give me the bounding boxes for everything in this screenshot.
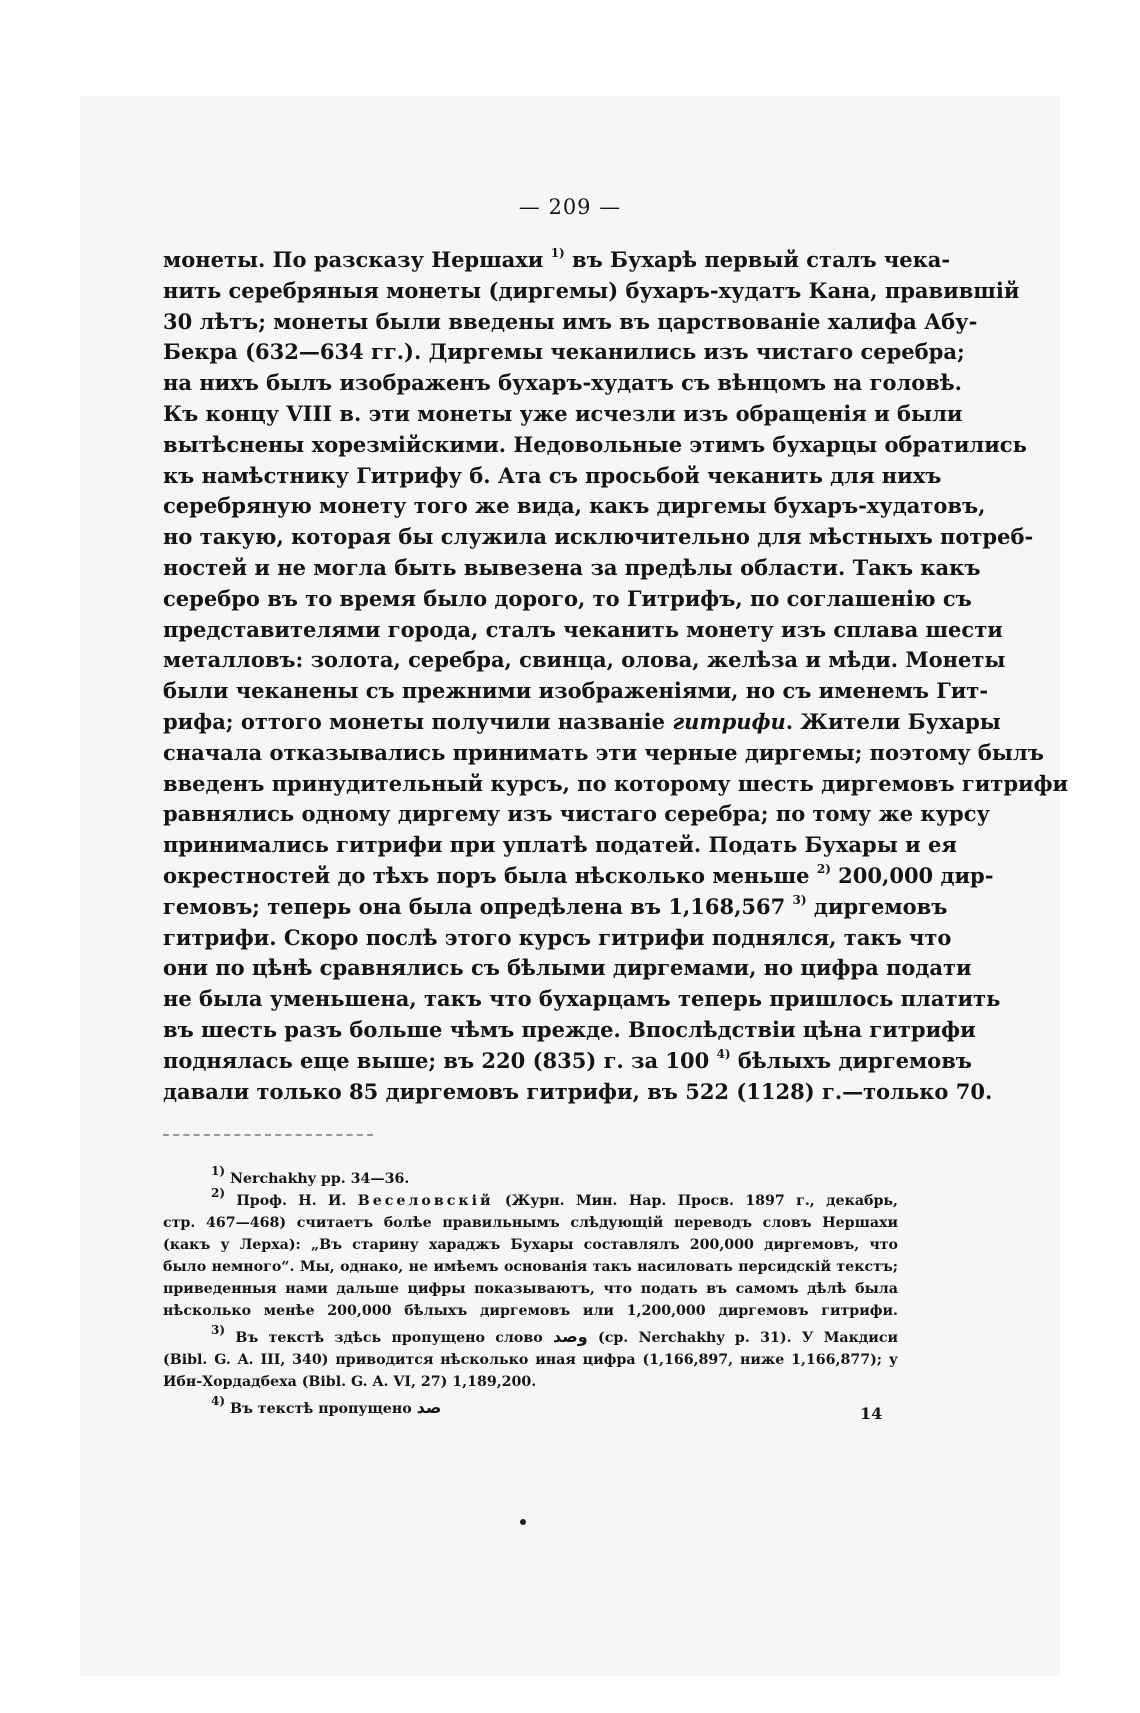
footnote-4-text: Въ текстѣ пропущено	[229, 1401, 417, 1417]
body-text-run: 200,000 дир-	[830, 862, 994, 888]
footnote-3-mark: 3)	[211, 1323, 226, 1338]
footnote-2-mark: 2)	[211, 1186, 226, 1201]
footnote-separator	[163, 1134, 373, 1136]
body-line	[163, 861, 994, 892]
footnote-2-line-4: было немного“. Мы, однако, не имѣемъ основанія такъ насиловать персидскій текстъ;	[163, 1259, 898, 1275]
footnote-ref: 1)	[550, 246, 565, 260]
body-text-run: металловъ: золота, серебра, свинца, олова, желѣза и мѣди. Монеты	[163, 647, 1006, 673]
body-text-run: были чеканены съ прежними изображеніями, но съ именемъ Гит-	[163, 678, 989, 704]
body-text-run: на нихъ былъ изображенъ бухаръ-худатъ съ вѣнцомъ на головѣ.	[163, 370, 962, 396]
body-line	[163, 892, 948, 923]
footnote-4-mark: 4)	[211, 1394, 226, 1409]
body-line	[163, 830, 957, 861]
body-line	[163, 676, 989, 707]
footnote-1-text: Nerchakhy pp. 34—36.	[229, 1171, 410, 1187]
footnote-4	[163, 1394, 898, 1420]
footnote-2-line-5: приведенныя нами дальше цифры показываютъ, что подать въ самомъ дѣлѣ была	[163, 1281, 898, 1297]
body-text-run: равнялись одному диргему изъ чистаго серебра; по тому же курсу	[163, 801, 990, 827]
body-text-run: монеты. По разсказу Нершахи	[163, 247, 551, 272]
footnote-3-text-b: (ср. Nerchakhy p. 31). У Макдиси	[587, 1330, 898, 1346]
body-line	[163, 553, 981, 584]
main-paragraph	[163, 245, 1069, 1107]
footnote-3-line-1	[163, 1323, 898, 1349]
footnote-1-mark: 1)	[211, 1164, 226, 1179]
body-line	[163, 491, 986, 522]
body-text-run: представителями города, сталъ чеканить монету изъ сплава шести	[163, 616, 1003, 642]
body-text-run: серебряную монету того же вида, какъ диргемы бухаръ-худатовъ,	[163, 493, 986, 519]
footnote-3-arabic: وصد	[553, 1327, 588, 1346]
body-line	[163, 1015, 976, 1046]
body-text-run: гитрифи. Скоро послѣ этого курсъ гитрифи поднялся, такъ что	[163, 924, 952, 950]
footnotes	[163, 1164, 898, 1420]
footnote-ref: 2)	[816, 861, 831, 876]
body-line	[163, 984, 1001, 1015]
footnote-2-line-1	[163, 1186, 898, 1212]
signature-mark: 14	[860, 1404, 883, 1423]
footnote-2-rest: (Журн. Мин. Нар. Просв. 1897 г., декабрь,	[493, 1193, 898, 1209]
footnote-2-lead: Проф. Н. И.	[236, 1193, 358, 1209]
body-line	[163, 707, 1001, 738]
body-text-run: гемовъ; теперь она была опредѣлена въ 1,168,567	[163, 893, 793, 919]
body-text-run: 30 лѣтъ; монеты были введены имъ въ царствованіе халифа Абу-	[163, 308, 978, 334]
body-text-run: давали только 85 диргемовъ гитрифи, въ 522 (1128) г.—только 70.	[163, 1078, 993, 1104]
body-text-run: диргемовъ	[806, 893, 948, 919]
body-line	[163, 769, 1069, 800]
page-number: — 209 —	[518, 195, 622, 219]
body-text-run: но такую, которая бы служила исключительно для мѣстныхъ потреб-	[163, 524, 1034, 550]
body-line	[163, 799, 990, 830]
body-text-run: вытѣснены хорезмійскими. Недовольные этимъ бухарцы обратились	[163, 431, 1027, 457]
body-text-run: не была уменьшена, такъ что бухарцамъ теперь пришлось платить	[163, 986, 1001, 1012]
body-text-run: нить серебряныя монеты (диргемы) бухаръ-худатъ Кана, правившій	[163, 277, 1020, 303]
body-line	[163, 461, 942, 492]
body-text-run: рифа; оттого монеты получили названіе	[163, 708, 673, 734]
body-text-run: сначала отказывались принимать эти черные диргемы; поэтому былъ	[163, 739, 1044, 765]
body-line	[163, 430, 1027, 461]
body-text-run: въ шесть разъ больше чѣмъ прежде. Впослѣдствіи цѣна гитрифи	[163, 1016, 976, 1042]
body-line	[163, 368, 962, 399]
footnote-2-line-6: нѣсколько менѣе 200,000 бѣлыхъ диргемовъ или 1,200,000 диргемовъ гитрифи.	[163, 1303, 898, 1319]
footnote-1	[163, 1164, 898, 1190]
body-text-run: Къ концу VIII в. эти монеты уже исчезли изъ обращенія и были	[163, 400, 963, 426]
body-text-run: въ Бухарѣ первый сталъ чека-	[564, 247, 951, 272]
body-text-run: окрестностей до тѣхъ поръ была нѣсколько меньше	[163, 862, 817, 888]
printer-dot	[520, 1519, 526, 1525]
footnote-2-line-2: стр. 467—468) считаетъ болѣе правильнымъ слѣдующій переводъ словъ Нершахи	[163, 1215, 898, 1231]
footnote-ref: 4)	[716, 1046, 731, 1061]
footnote-ref: 3)	[792, 892, 807, 907]
body-text-run: ностей и не могла быть вывезена за предѣлы области. Такъ какъ	[163, 554, 981, 580]
footnote-4-arabic: صد	[416, 1398, 442, 1417]
footnote-3-line-3: Ибн-Хордадбеха (Bibl. G. A. VI, 27) 1,189,200.	[163, 1374, 537, 1390]
body-line	[163, 738, 1044, 769]
body-line	[163, 337, 965, 368]
body-line	[163, 645, 1006, 676]
body-line	[163, 1077, 993, 1108]
body-line	[163, 953, 972, 984]
body-line	[163, 245, 951, 276]
body-line	[163, 276, 1020, 307]
footnote-3-text-a: Въ текстѣ здѣсь пропущено слово	[235, 1330, 554, 1346]
body-text-run: введенъ принудительный курсъ, по которому шесть диргемовъ гитрифи	[163, 770, 1069, 796]
body-text-run: принимались гитрифи при уплатѣ податей. Подать Бухары и ея	[163, 832, 957, 858]
body-line	[163, 1046, 972, 1077]
footnote-2-author: Веселовскій	[357, 1193, 494, 1209]
body-text-run: бѣлыхъ диргемовъ	[730, 1047, 972, 1073]
footnote-2-line-3: (какъ у Лерха): „Въ старину хараджъ Бухары составлялъ 200,000 диргемовъ, что	[163, 1237, 898, 1253]
italic-term: гитрифи	[672, 708, 786, 734]
body-text-run: серебро въ то время было дорого, то Гитрифъ, по соглашенію съ	[163, 585, 972, 611]
body-text-run: . Жители Бухары	[785, 708, 1001, 734]
body-line	[163, 615, 1003, 646]
body-line	[163, 307, 978, 338]
body-text-run: Бекра (632—634 гг.). Диргемы чеканились изъ чистаго серебра;	[163, 339, 965, 365]
body-text-run: они по цѣнѣ сравнялись съ бѣлыми диргемами, но цифра подати	[163, 955, 972, 981]
body-line	[163, 399, 963, 430]
body-line	[163, 584, 972, 615]
body-text-run: поднялась еще выше; въ 220 (835) г. за 100	[163, 1047, 717, 1073]
body-line	[163, 923, 952, 954]
footnote-3-line-2: (Bibl. G. A. III, 340) приводится нѣсколько иная цифра (1,166,897, ниже 1,166,877); у	[163, 1352, 898, 1368]
body-line	[163, 522, 1034, 553]
body-text-run: къ намѣстнику Гитрифу б. Ата съ просьбой чеканить для нихъ	[163, 462, 942, 488]
